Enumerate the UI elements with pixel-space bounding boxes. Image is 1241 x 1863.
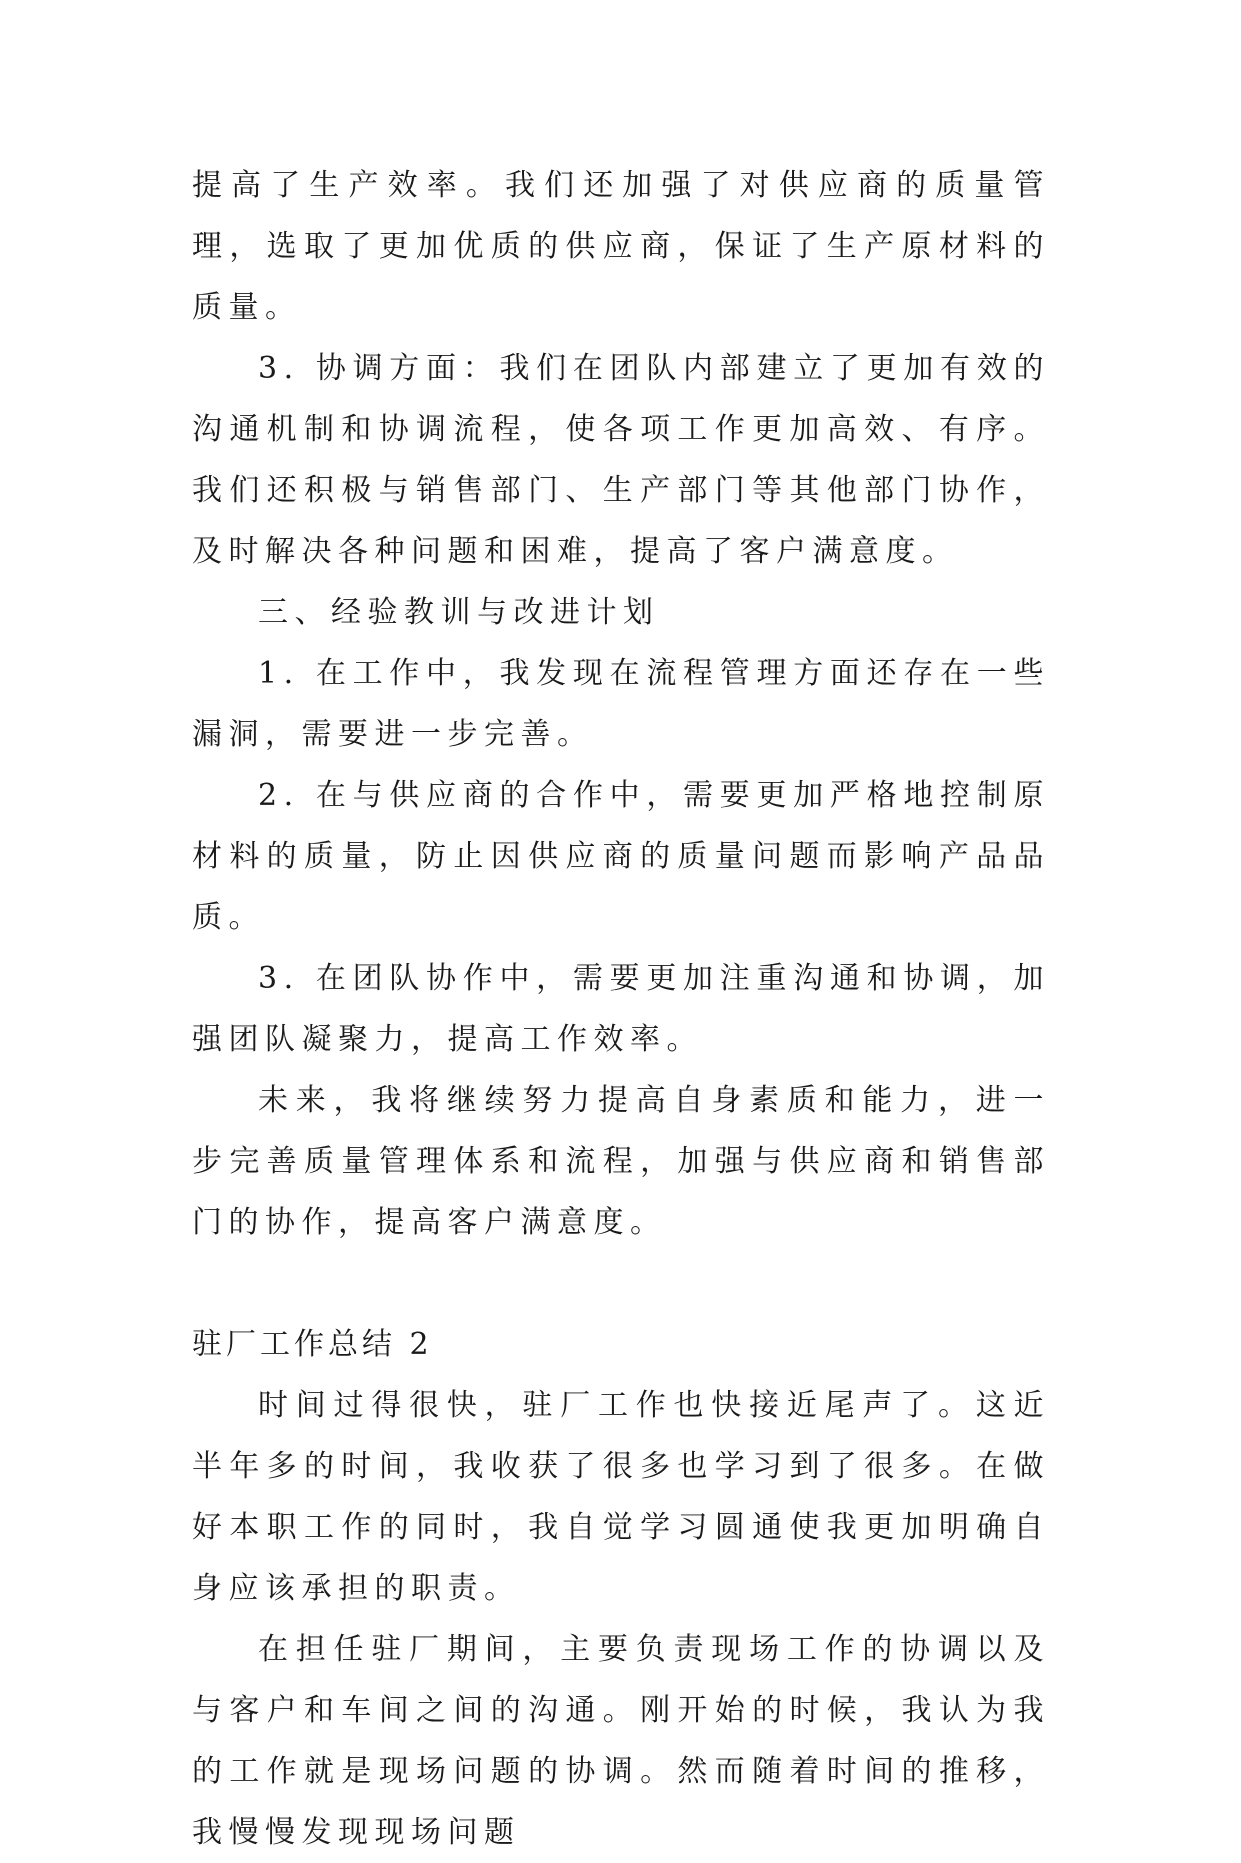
lesson-item-2: 2. 在与供应商的合作中，需要更加严格地控制原材料的质量，防止因供应商的质量问题而影响产品品质。 bbox=[192, 778, 1050, 935]
paragraph-coordination: 3. 协调方面：我们在团队内部建立了更加有效的沟通机制和协调流程，使各项工作更加高效、有序。我们还积极与销售部门、生产部门等其他部门协作，及时解决各种问题和困难，提高了客户满意度。 bbox=[192, 351, 1050, 569]
paragraph-time-passes: 时间过得很快，驻厂工作也快接近尾声了。这近半年多的时间，我收获了很多也学习到了很多。在做好本职工作的同时，我自觉学习圆通使我更加明确自身应该承担的职责。 bbox=[192, 1388, 1050, 1606]
paragraph-efficiency: 提高了生产效率。我们还加强了对供应商的质量管理，选取了更加优质的供应商，保证了生产原材料的质量。 bbox=[192, 168, 1050, 325]
lesson-item-1: 1. 在工作中，我发现在流程管理方面还存在一些漏洞，需要进一步完善。 bbox=[192, 656, 1050, 752]
document-body bbox=[192, 155, 1050, 1863]
lesson-item-3: 3. 在团队协作中，需要更加注重沟通和协调，加强团队凝聚力，提高工作效率。 bbox=[192, 961, 1050, 1057]
paragraph-responsibilities: 在担任驻厂期间，主要负责现场工作的协调以及与客户和车间之间的沟通。刚开始的时候，我认为我的工作就是现场问题的协调。然而随着时间的推移，我慢慢发现现场问题 bbox=[192, 1632, 1050, 1850]
document-title-2: 驻厂工作总结 2 bbox=[192, 1327, 433, 1362]
section-heading-lessons: 三、经验教训与改进计划 bbox=[258, 595, 660, 630]
paragraph-future-plan: 未来，我将继续努力提高自身素质和能力，进一步完善质量管理体系和流程，加强与供应商和销售部门的协作，提高客户满意度。 bbox=[192, 1083, 1050, 1240]
